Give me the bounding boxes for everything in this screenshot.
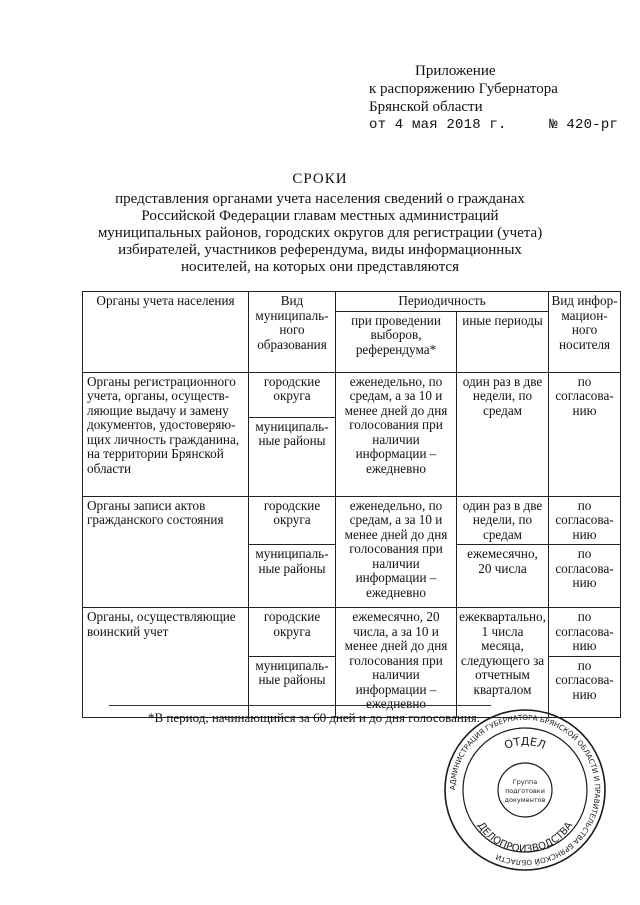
header-organs: Органы учета населения xyxy=(83,292,249,373)
election-periodicity-cell: еженедельно, по средам, а за 10 и менее дней до дня голосования при наличии информации – ежедневно xyxy=(336,372,457,496)
municipality-cell: городские округа xyxy=(249,496,336,545)
appendix-decree-ref: к распоряжению Губернатора xyxy=(369,81,558,97)
footnote-divider xyxy=(109,705,491,706)
organ-cell: Органы регистрационного учета, органы, осуществ-ляющие выдачу и замену документов, удостоверяю-щих личность гражданина, на территории Брянской области xyxy=(83,372,249,496)
header-during-elections: при проведении выборов, референдума* xyxy=(336,311,457,372)
appendix-region: Брянской области xyxy=(369,99,483,115)
media-cell: по согласова-нию xyxy=(549,656,621,717)
document-title: СРОКИ xyxy=(292,171,348,187)
stamp-center-line1: Группа xyxy=(512,778,538,786)
stamp-center-line2: подготовки xyxy=(505,787,545,795)
appendix-label: Приложение xyxy=(415,63,496,79)
office-stamp xyxy=(440,705,610,875)
table-header-row xyxy=(83,292,621,312)
organ-cell: Органы, осуществляющие воинский учет xyxy=(83,608,249,718)
municipality-cell: муниципаль-ные районы xyxy=(249,545,336,608)
other-periodicity-cell: один раз в две недели, по средам xyxy=(457,372,549,496)
table-row xyxy=(83,608,621,657)
appendix-date-line xyxy=(369,116,618,134)
stamp-ring-text: АДМИНИСТРАЦИЯ ГУБЕРНАТОРА БРЯНСКОЙ ОБЛАСТИ И ПРАВИТЕЛЬСТВА БРЯНСКОЙ ОБЛАСТИ xyxy=(447,712,603,868)
footnote: *В период, начинающийся за 60 дней и до дня голосования. xyxy=(148,710,481,725)
media-cell: по согласова-нию xyxy=(549,372,621,496)
deadlines-table xyxy=(82,291,621,718)
other-periodicity-cell: один раз в две недели, по средам xyxy=(457,496,549,545)
election-periodicity-cell: ежемесячно, 20 числа, а за 10 и менее дней до дня голосования при наличии информации – ежедневно xyxy=(336,608,457,718)
table-row xyxy=(83,372,621,417)
appendix-date: от 4 мая 2018 г. xyxy=(369,117,507,133)
header-media-type: Вид инфор-мацион-ного носителя xyxy=(549,292,621,373)
municipality-cell: городские округа xyxy=(249,608,336,657)
organ-cell: Органы записи актов гражданского состояния xyxy=(83,496,249,608)
municipality-cell: муниципаль-ные районы xyxy=(249,656,336,717)
document-subtitle: представления органами учета населения сведений о гражданах Российской Федерации главам местных администраций муниципальных районов, городских округов для регистрации (учета) избирателей, участников референдума, виды информационных носителей, на которых они представляются xyxy=(97,191,543,275)
stamp-bottom-text: ДЕЛОПРОИЗВОДСТВА xyxy=(474,820,576,856)
header-other-periods: иные периоды xyxy=(457,311,549,372)
stamp-top-text: ОТДЕЛ xyxy=(502,734,548,752)
media-cell: по согласова-нию xyxy=(549,608,621,657)
header-municipality-type: Вид муниципаль-ного образования xyxy=(249,292,336,373)
election-periodicity-cell: еженедельно, по средам, а за 10 и менее дней до дня голосования при наличии информации – ежедневно xyxy=(336,496,457,608)
other-periodicity-cell: ежеквартально, 1 числа месяца, следующего за отчетным кварталом xyxy=(457,608,549,718)
table-row xyxy=(83,496,621,545)
municipality-cell: городские округа xyxy=(249,372,336,417)
appendix-number: № 420-рг xyxy=(549,117,619,133)
header-periodicity: Периодичность xyxy=(336,292,549,312)
media-cell: по согласова-нию xyxy=(549,545,621,608)
stamp-center-line3: документов xyxy=(504,796,546,804)
appendix-block xyxy=(369,62,618,134)
municipality-cell: муниципаль-ные районы xyxy=(249,417,336,496)
other-periodicity-cell: ежемесячно, 20 числа xyxy=(457,545,549,608)
media-cell: по согласова-нию xyxy=(549,496,621,545)
